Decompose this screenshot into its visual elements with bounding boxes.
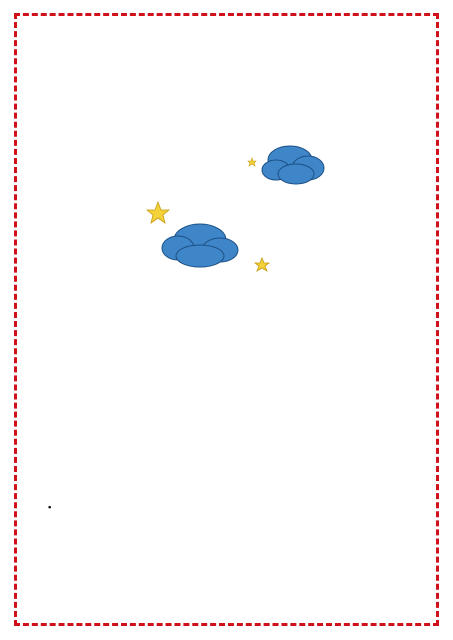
- top-cloud-icon: [262, 146, 324, 184]
- bottom-cloud-icon: [162, 224, 238, 267]
- bullet-icon: •: [48, 502, 52, 513]
- dashed-page-border: [14, 13, 439, 626]
- star-icon: [147, 202, 169, 223]
- star-icon: [255, 258, 269, 271]
- star-icon: [248, 158, 256, 166]
- amarelinha-illustration: [140, 140, 330, 290]
